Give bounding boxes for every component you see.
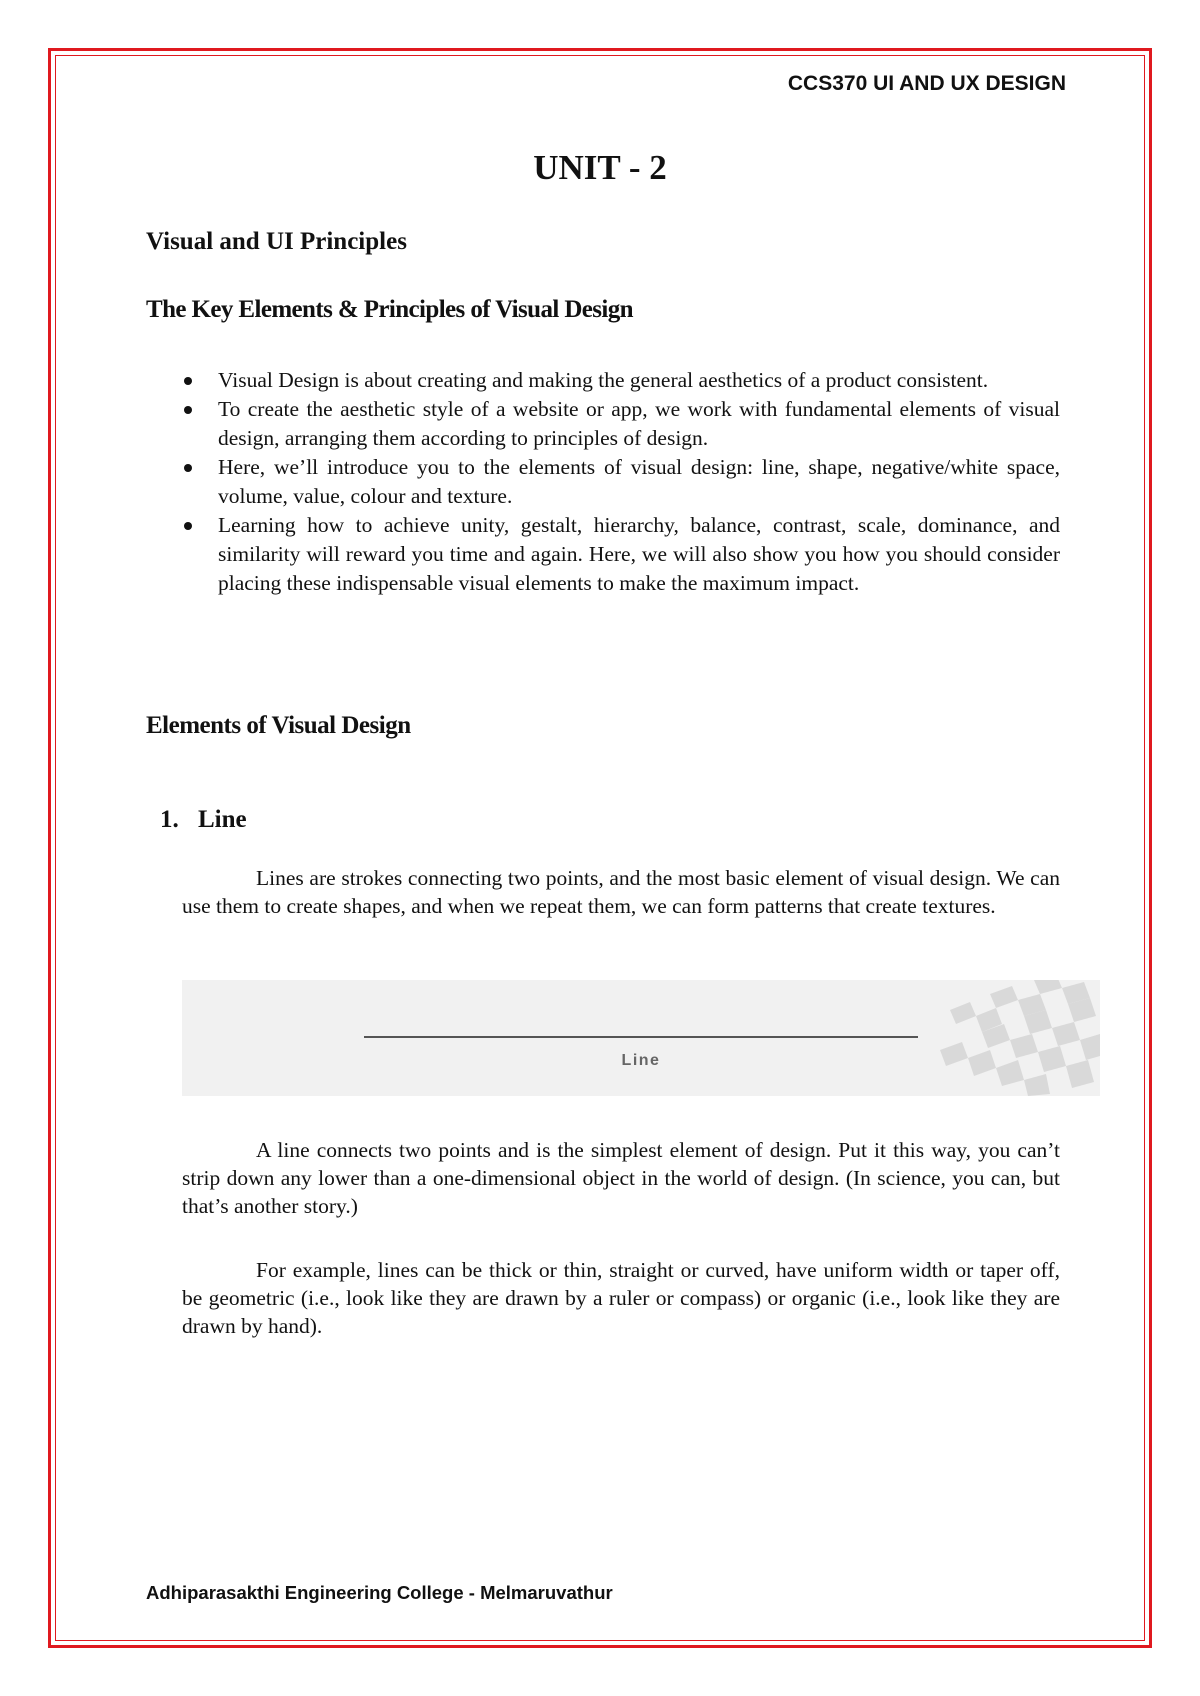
unit-title: UNIT - 2: [533, 148, 667, 187]
checker-pattern-icon: [910, 980, 1100, 1096]
course-header: CCS370 UI AND UX DESIGN: [787, 72, 1066, 95]
line-paragraph-1: Lines are strokes connecting two points, and the most basic element of visual design. We can use them to create shapes, and when we repeat them, we can form patterns that create textures.: [182, 866, 1060, 918]
line-heading: [160, 806, 247, 834]
line-heading-title: Line: [198, 806, 247, 833]
bullet-dot-icon: [184, 522, 192, 530]
college-footer: Adhiparasakthi Engineering College - Melmaruvathur: [146, 1582, 613, 1603]
bullet-item: Learning how to achieve unity, gestalt, hierarchy, balance, contrast, scale, dominance, and similarity will reward you time and again. Here, we will also show you how you should consider placing these indispensable visual elements to make the maximum impact.: [146, 511, 1060, 598]
section-heading: Visual and UI Principles: [146, 228, 407, 255]
line-figure: [182, 980, 1100, 1096]
elements-heading: Elements of Visual Design: [146, 712, 411, 739]
bullet-dot-icon: [184, 377, 192, 385]
line-heading-number: 1.: [160, 806, 179, 833]
bullet-list: [146, 366, 1060, 598]
bullet-item: To create the aesthetic style of a website or app, we work with fundamental elements of visual design, arranging them according to principles of design.: [146, 395, 1060, 453]
bullet-dot-icon: [184, 406, 192, 414]
figure-line-stroke: [364, 1036, 918, 1038]
subsection-heading: The Key Elements & Principles of Visual Design: [146, 296, 633, 323]
figure-caption: Line: [621, 1052, 661, 1069]
bullet-item: Here, we’ll introduce you to the elements of visual design: line, shape, negative/white space, volume, value, colour and texture.: [146, 453, 1060, 511]
line-paragraph-3: For example, lines can be thick or thin, straight or curved, have uniform width or taper off, be geometric (i.e., look like they are drawn by a ruler or compass) or organic (i.e., look like they are drawn by hand).: [182, 1258, 1060, 1338]
bullet-dot-icon: [184, 464, 192, 472]
page-border-inner: [55, 55, 1145, 1641]
bullet-item: Visual Design is about creating and making the general aesthetics of a product consistent.: [146, 366, 1060, 395]
line-paragraph-2: A line connects two points and is the simplest element of design. Put it this way, you can’t strip down any lower than a one-dimensional object in the world of design. (In science, you can, but that’s another story.): [182, 1138, 1060, 1218]
